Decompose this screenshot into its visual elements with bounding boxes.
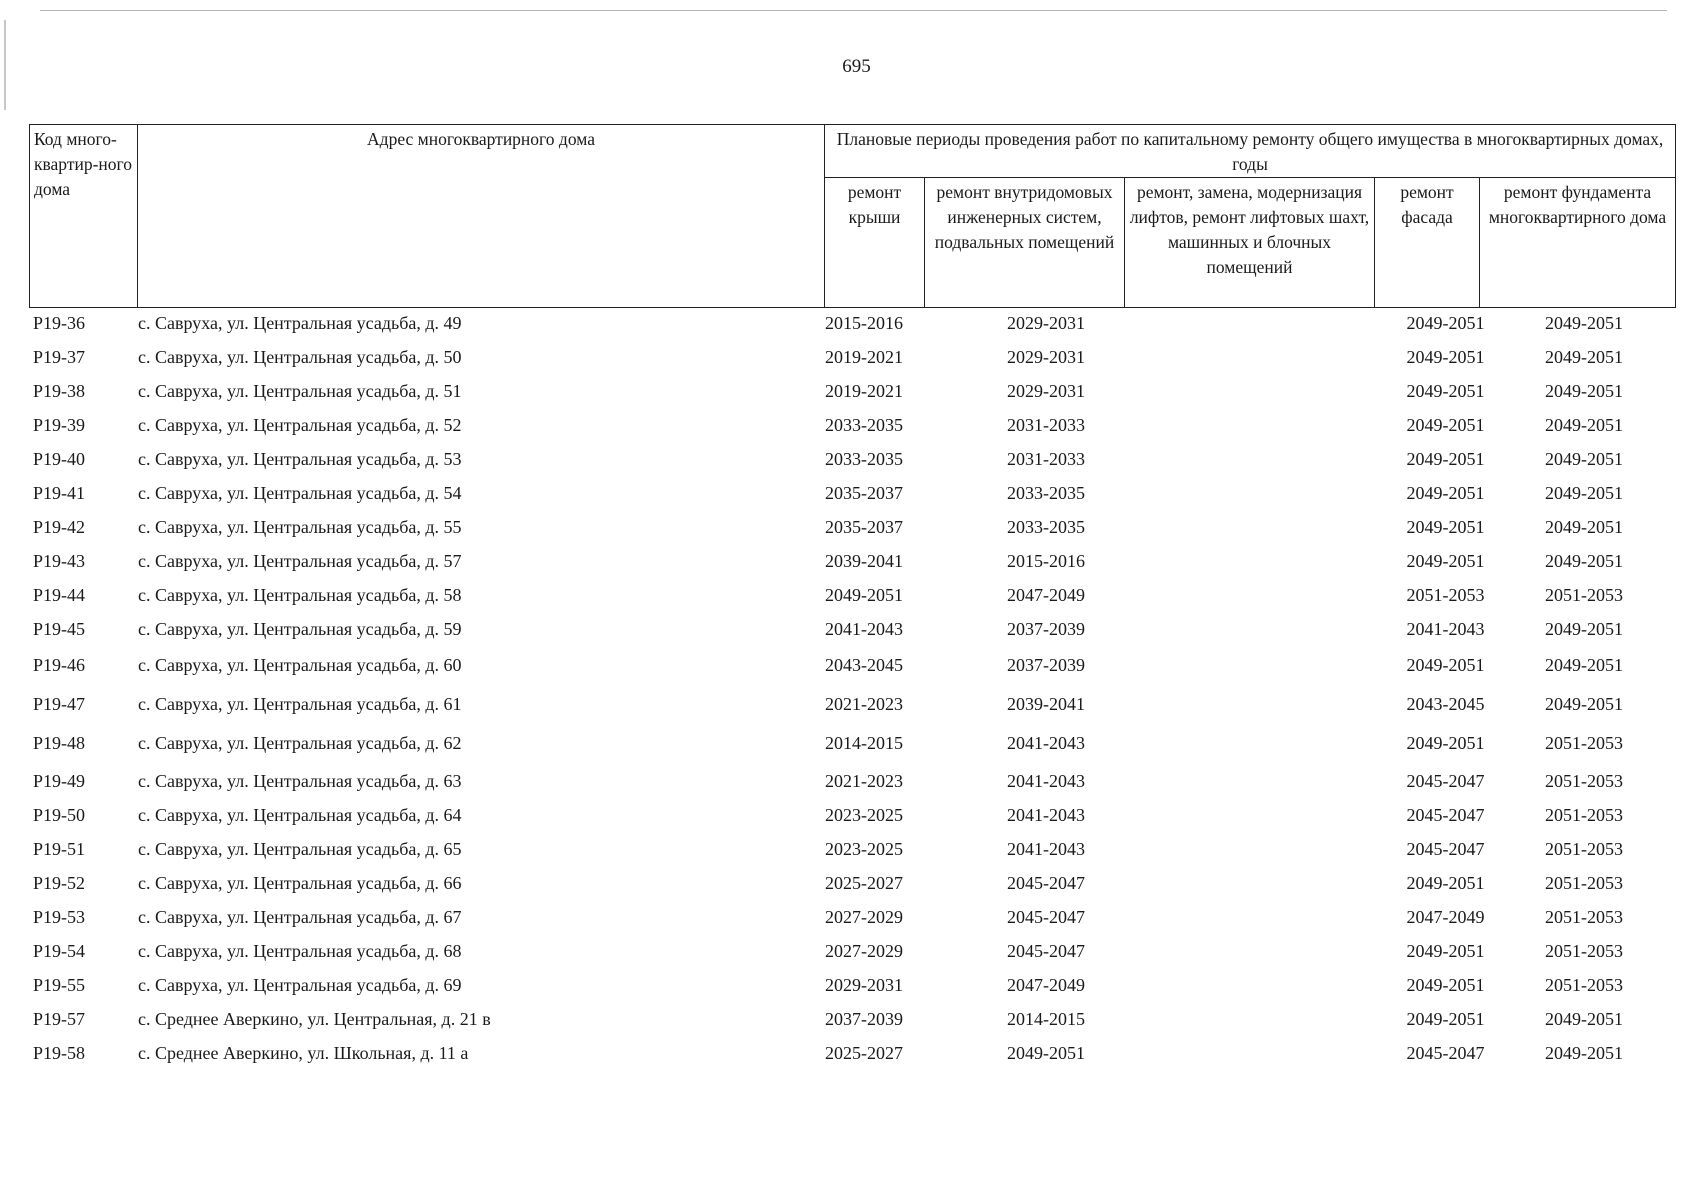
row-code: Р19-50 bbox=[33, 805, 86, 825]
row-code: Р19-52 bbox=[33, 873, 86, 893]
row-roof: 2027-2029 bbox=[825, 907, 903, 927]
row-facade: 2045-2047 bbox=[1406, 771, 1485, 791]
row-roof: 2023-2025 bbox=[825, 805, 903, 825]
row-foundation: 2049-2051 bbox=[1545, 347, 1623, 367]
header-code: Код много-квартир-ного дома bbox=[30, 125, 138, 308]
row-code: Р19-57 bbox=[33, 1009, 86, 1029]
row-code: Р19-48 bbox=[33, 733, 86, 753]
table-row bbox=[29, 612, 1675, 646]
row-facade: 2043-2045 bbox=[1406, 693, 1485, 714]
row-roof: 2021-2023 bbox=[825, 771, 903, 791]
row-engineering: 2014-2015 bbox=[1007, 1009, 1085, 1029]
row-roof: 2035-2037 bbox=[825, 517, 903, 537]
table-row bbox=[29, 685, 1675, 724]
row-foundation: 2049-2051 bbox=[1545, 381, 1623, 401]
row-code: Р19-40 bbox=[33, 449, 86, 469]
row-roof: 2014-2015 bbox=[825, 733, 903, 753]
row-facade: 2049-2051 bbox=[1406, 313, 1485, 333]
row-engineering: 2047-2049 bbox=[1007, 975, 1085, 995]
row-engineering: 2033-2035 bbox=[1007, 517, 1085, 537]
row-code: Р19-45 bbox=[33, 619, 86, 639]
row-facade: 2049-2051 bbox=[1406, 415, 1485, 435]
table-row bbox=[29, 934, 1675, 968]
row-engineering: 2015-2016 bbox=[1007, 551, 1085, 571]
row-facade: 2049-2051 bbox=[1406, 1009, 1485, 1029]
table-row bbox=[29, 968, 1675, 1002]
row-facade: 2047-2049 bbox=[1406, 907, 1485, 927]
row-address: с. Савруха, ул. Центральная усадьба, д. 60 bbox=[138, 655, 462, 675]
row-roof: 2033-2035 bbox=[825, 415, 903, 435]
row-code: Р19-49 bbox=[33, 771, 86, 791]
row-foundation: 2051-2053 bbox=[1545, 941, 1623, 961]
table-row bbox=[29, 510, 1675, 544]
row-foundation: 2049-2051 bbox=[1545, 517, 1623, 537]
row-code: Р19-42 bbox=[33, 517, 86, 537]
row-engineering: 2033-2035 bbox=[1007, 483, 1085, 503]
row-roof: 2029-2031 bbox=[825, 975, 903, 995]
row-foundation: 2049-2051 bbox=[1545, 415, 1623, 435]
row-engineering: 2047-2049 bbox=[1007, 585, 1085, 605]
row-facade: 2049-2051 bbox=[1406, 941, 1485, 961]
row-engineering: 2037-2039 bbox=[1007, 619, 1085, 639]
row-foundation: 2051-2053 bbox=[1545, 805, 1623, 825]
row-facade: 2049-2051 bbox=[1406, 873, 1485, 893]
row-address: с. Савруха, ул. Центральная усадьба, д. 51 bbox=[138, 381, 462, 401]
row-address: с. Среднее Аверкино, ул. Школьная, д. 11 а bbox=[138, 1043, 469, 1063]
header-roof: ремонт крыши bbox=[825, 178, 925, 308]
row-code: Р19-37 bbox=[33, 347, 86, 367]
row-foundation: 2049-2051 bbox=[1545, 449, 1623, 469]
row-foundation: 2051-2053 bbox=[1545, 771, 1623, 791]
row-engineering: 2041-2043 bbox=[1007, 733, 1085, 753]
table-row bbox=[29, 866, 1675, 900]
row-foundation: 2051-2053 bbox=[1545, 585, 1623, 605]
table-row bbox=[29, 798, 1675, 832]
row-engineering: 2031-2033 bbox=[1007, 415, 1085, 435]
row-address: с. Савруха, ул. Центральная усадьба, д. 49 bbox=[138, 313, 462, 333]
row-engineering: 2029-2031 bbox=[1007, 313, 1085, 333]
row-foundation: 2049-2051 bbox=[1545, 551, 1623, 571]
page-number: 695 bbox=[842, 56, 871, 77]
table-row bbox=[29, 340, 1675, 374]
table-row bbox=[29, 306, 1675, 340]
row-address: с. Савруха, ул. Центральная усадьба, д. 57 bbox=[138, 551, 462, 571]
table-row bbox=[29, 723, 1675, 764]
row-facade: 2045-2047 bbox=[1406, 839, 1485, 859]
scan-edge-line bbox=[40, 10, 1667, 11]
row-engineering: 2041-2043 bbox=[1007, 805, 1085, 825]
header-facade: ремонт фасада bbox=[1375, 178, 1480, 308]
row-facade: 2041-2043 bbox=[1406, 619, 1485, 639]
row-address: с. Савруха, ул. Центральная усадьба, д. 58 bbox=[138, 585, 462, 605]
table-row bbox=[29, 578, 1675, 612]
table-row bbox=[29, 476, 1675, 510]
row-code: Р19-53 bbox=[33, 907, 86, 927]
header-engineering: ремонт внутридомовых инженерных систем, подвальных помещений bbox=[925, 178, 1125, 308]
row-code: Р19-46 bbox=[33, 655, 86, 675]
row-roof: 2035-2037 bbox=[825, 483, 903, 503]
row-address: с. Савруха, ул. Центральная усадьба, д. 52 bbox=[138, 415, 462, 435]
row-foundation: 2049-2051 bbox=[1545, 619, 1623, 639]
row-roof: 2043-2045 bbox=[825, 655, 903, 675]
row-roof: 2039-2041 bbox=[825, 551, 903, 571]
row-facade: 2049-2051 bbox=[1406, 483, 1485, 503]
row-foundation: 2049-2051 bbox=[1545, 313, 1623, 333]
row-roof: 2033-2035 bbox=[825, 449, 903, 469]
row-address: с. Савруха, ул. Центральная усадьба, д. 64 bbox=[138, 805, 462, 825]
row-code: Р19-41 bbox=[33, 483, 86, 503]
table-row bbox=[29, 544, 1675, 578]
row-engineering: 2029-2031 bbox=[1007, 381, 1085, 401]
row-address: с. Савруха, ул. Центральная усадьба, д. 68 bbox=[138, 941, 462, 961]
table-row bbox=[29, 1002, 1675, 1036]
row-roof: 2025-2027 bbox=[825, 873, 903, 893]
row-facade: 2049-2051 bbox=[1406, 517, 1485, 537]
row-facade: 2049-2051 bbox=[1406, 975, 1485, 995]
row-roof: 2025-2027 bbox=[825, 1043, 903, 1063]
row-address: с. Савруха, ул. Центральная усадьба, д. 59 bbox=[138, 619, 462, 639]
header-address: Адрес многоквартирного дома bbox=[138, 125, 825, 308]
table-row bbox=[29, 1036, 1675, 1070]
row-roof: 2015-2016 bbox=[825, 313, 903, 333]
row-code: Р19-38 bbox=[33, 381, 86, 401]
header-foundation: ремонт фундамента многоквартирного дома bbox=[1480, 178, 1676, 308]
row-facade: 2049-2051 bbox=[1406, 381, 1485, 401]
table-row bbox=[29, 900, 1675, 934]
row-engineering: 2031-2033 bbox=[1007, 449, 1085, 469]
row-foundation: 2051-2053 bbox=[1545, 873, 1623, 893]
row-foundation: 2049-2051 bbox=[1545, 655, 1623, 675]
row-address: с. Савруха, ул. Центральная усадьба, д. 65 bbox=[138, 839, 462, 859]
row-engineering: 2049-2051 bbox=[1007, 1043, 1085, 1063]
row-foundation: 2049-2051 bbox=[1545, 1009, 1623, 1029]
header-lifts: ремонт, замена, модернизация лифтов, ремонт лифтовых шахт, машинных и блочных помещений bbox=[1125, 178, 1375, 308]
row-foundation: 2051-2053 bbox=[1545, 733, 1623, 753]
row-foundation: 2049-2051 bbox=[1545, 1043, 1623, 1063]
row-foundation: 2051-2053 bbox=[1545, 907, 1623, 927]
row-foundation: 2051-2053 bbox=[1545, 975, 1623, 995]
row-roof: 2019-2021 bbox=[825, 381, 903, 401]
row-address: с. Савруха, ул. Центральная усадьба, д. 55 bbox=[138, 517, 462, 537]
header-periods: Плановые периоды проведения работ по капитальному ремонту общего имущества в многоквартирных домах, годы bbox=[825, 125, 1676, 178]
row-facade: 2049-2051 bbox=[1406, 551, 1485, 571]
row-engineering: 2045-2047 bbox=[1007, 873, 1085, 893]
row-facade: 2049-2051 bbox=[1406, 449, 1485, 469]
table-row bbox=[29, 646, 1675, 685]
row-address: с. Савруха, ул. Центральная усадьба, д. 66 bbox=[138, 873, 462, 893]
row-address: с. Савруха, ул. Центральная усадьба, д. 50 bbox=[138, 347, 462, 367]
row-roof: 2021-2023 bbox=[825, 693, 903, 714]
row-address: с. Савруха, ул. Центральная усадьба, д. 69 bbox=[138, 975, 462, 995]
row-roof: 2037-2039 bbox=[825, 1009, 903, 1029]
row-foundation: 2049-2051 bbox=[1545, 693, 1623, 714]
row-engineering: 2045-2047 bbox=[1007, 907, 1085, 927]
table-row bbox=[29, 374, 1675, 408]
table-row bbox=[29, 408, 1675, 442]
table-row bbox=[29, 442, 1675, 476]
row-code: Р19-44 bbox=[33, 585, 86, 605]
row-code: Р19-51 bbox=[33, 839, 86, 859]
row-address: с. Савруха, ул. Центральная усадьба, д. 61 bbox=[138, 693, 462, 714]
table-row bbox=[29, 832, 1675, 866]
row-code: Р19-55 bbox=[33, 975, 86, 995]
row-code: Р19-43 bbox=[33, 551, 86, 571]
row-address: с. Среднее Аверкино, ул. Центральная, д. 21 в bbox=[138, 1009, 491, 1029]
row-roof: 2049-2051 bbox=[825, 585, 903, 605]
table-body bbox=[29, 306, 1675, 1070]
row-foundation: 2049-2051 bbox=[1545, 483, 1623, 503]
row-address: с. Савруха, ул. Центральная усадьба, д. 63 bbox=[138, 771, 462, 791]
row-roof: 2023-2025 bbox=[825, 839, 903, 859]
row-code: Р19-54 bbox=[33, 941, 86, 961]
table-header bbox=[29, 124, 1676, 308]
row-address: с. Савруха, ул. Центральная усадьба, д. 67 bbox=[138, 907, 462, 927]
row-code: Р19-58 bbox=[33, 1043, 86, 1063]
row-engineering: 2041-2043 bbox=[1007, 839, 1085, 859]
row-foundation: 2051-2053 bbox=[1545, 839, 1623, 859]
row-facade: 2051-2053 bbox=[1406, 585, 1485, 605]
row-roof: 2027-2029 bbox=[825, 941, 903, 961]
row-roof: 2019-2021 bbox=[825, 347, 903, 367]
row-engineering: 2041-2043 bbox=[1007, 771, 1085, 791]
row-facade: 2049-2051 bbox=[1406, 655, 1485, 675]
row-engineering: 2029-2031 bbox=[1007, 347, 1085, 367]
row-code: Р19-36 bbox=[33, 313, 86, 333]
row-engineering: 2039-2041 bbox=[1007, 693, 1085, 714]
row-facade: 2045-2047 bbox=[1406, 805, 1485, 825]
table-row bbox=[29, 764, 1675, 798]
row-facade: 2045-2047 bbox=[1406, 1043, 1485, 1063]
row-address: с. Савруха, ул. Центральная усадьба, д. 54 bbox=[138, 483, 462, 503]
row-code: Р19-39 bbox=[33, 415, 86, 435]
row-engineering: 2045-2047 bbox=[1007, 941, 1085, 961]
row-facade: 2049-2051 bbox=[1406, 733, 1485, 753]
row-code: Р19-47 bbox=[33, 693, 86, 714]
row-roof: 2041-2043 bbox=[825, 619, 903, 639]
row-address: с. Савруха, ул. Центральная усадьба, д. 53 bbox=[138, 449, 462, 469]
row-address: с. Савруха, ул. Центральная усадьба, д. 62 bbox=[138, 733, 462, 753]
row-facade: 2049-2051 bbox=[1406, 347, 1485, 367]
row-engineering: 2037-2039 bbox=[1007, 655, 1085, 675]
